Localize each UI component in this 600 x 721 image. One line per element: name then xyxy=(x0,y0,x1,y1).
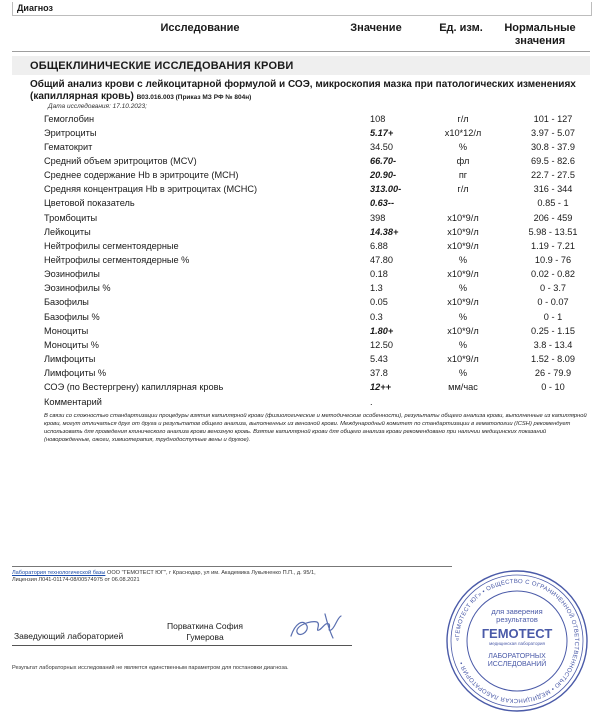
row-test-name: Среднее содержание Hb в эритроците (MCH) xyxy=(44,170,239,181)
row-test-name: Базофилы xyxy=(44,297,89,308)
row-value: . xyxy=(370,396,373,407)
row-unit: мм/час xyxy=(448,382,478,393)
table-row xyxy=(0,128,600,141)
row-test-name: Тромбоциты xyxy=(44,212,98,223)
row-norm: 206 - 459 xyxy=(533,212,573,223)
row-norm: 3.97 - 5.07 xyxy=(531,127,575,138)
table-row xyxy=(0,227,600,240)
row-norm: 0 - 1 xyxy=(543,311,563,322)
row-norm: 0 - 3.7 xyxy=(539,283,567,294)
row-test-name: Лимфоциты xyxy=(44,354,96,365)
row-value: 47.80 xyxy=(370,255,393,265)
table-row xyxy=(0,312,600,325)
row-value: 14.38+ xyxy=(370,226,399,237)
row-test-name: Средний объем эритроцитов (MCV) xyxy=(44,155,197,166)
row-test-name: Гемоглобин xyxy=(44,113,95,124)
row-test-name: Средняя концентрация Hb в эритроцитах (MCHC) xyxy=(44,184,258,195)
row-norm: 5.98 - 13.51 xyxy=(528,226,578,237)
test-date: Дата исследования: 17.10.2023; xyxy=(48,103,147,110)
row-unit: х10*9/л xyxy=(447,325,479,336)
row-unit: % xyxy=(458,255,468,265)
lab-info xyxy=(12,570,442,584)
row-norm: 0 - 0.07 xyxy=(537,297,569,308)
row-norm: 101 - 127 xyxy=(533,113,573,124)
row-test-name: Моноциты % xyxy=(44,339,99,350)
table-row xyxy=(0,170,600,183)
row-value: 1.3 xyxy=(370,283,383,294)
head-name: Порваткина София Гумерова xyxy=(167,621,243,642)
row-unit: % xyxy=(458,339,468,350)
row-value: 37.8 xyxy=(370,368,388,379)
row-value: 5.43 xyxy=(370,354,388,365)
diagnosis-label: Диагноз xyxy=(17,3,53,13)
row-norm: 0 - 10 xyxy=(541,382,565,393)
row-test-name: Моноциты xyxy=(44,325,89,336)
table-row xyxy=(0,213,600,226)
row-value: 12++ xyxy=(370,382,391,393)
section-title: ОБЩЕКЛИНИЧЕСКИЕ ИССЛЕДОВАНИЯ КРОВИ xyxy=(30,60,294,72)
row-norm: 0.25 - 1.15 xyxy=(531,325,575,336)
row-norm: 10.9 - 76 xyxy=(534,255,572,265)
table-row xyxy=(0,142,600,155)
table-row xyxy=(0,354,600,367)
row-unit: % xyxy=(458,311,468,322)
stamp-line4: ИССЛЕДОВАНИЙ xyxy=(487,661,547,668)
lab-stamp xyxy=(442,566,592,704)
row-norm: 3.8 - 13.4 xyxy=(533,339,573,350)
row-unit: фл xyxy=(456,155,470,166)
table-row xyxy=(0,340,600,353)
column-header-value: Значение xyxy=(350,22,402,34)
stamp-line2: результатов xyxy=(496,615,538,624)
table-row xyxy=(0,382,600,395)
table-row xyxy=(0,241,600,254)
row-test-name: Эозинофилы xyxy=(44,269,100,280)
row-value: 6.88 xyxy=(370,240,388,251)
row-value: 1.80+ xyxy=(370,325,394,336)
table-row xyxy=(0,255,600,268)
table-row xyxy=(0,283,600,296)
row-unit: % xyxy=(458,368,468,379)
row-value: 108 xyxy=(370,113,386,124)
signature-icon xyxy=(285,608,349,644)
row-unit: х10*9/л xyxy=(447,269,479,280)
table-row xyxy=(0,198,600,211)
row-unit: х10*9/л xyxy=(447,354,479,365)
row-value: 34.50 xyxy=(370,141,393,152)
column-header-test: Исследование xyxy=(160,22,240,34)
row-test-name: Эозинофилы % xyxy=(44,283,111,294)
test-name-text: Общий анализ крови с лейкоцитарной формулой и СОЭ, микроскопия мазка при патологических изменениях (капиллярная кровь) xyxy=(30,79,576,102)
row-norm: 22.7 - 27.5 xyxy=(531,170,575,181)
lab-link[interactable]: Лаборатория технологической базы xyxy=(12,570,106,576)
row-test-name: Базофилы % xyxy=(44,311,100,322)
row-test-name: Лейкоциты xyxy=(44,226,91,237)
row-unit: % xyxy=(458,283,468,294)
table-row xyxy=(0,269,600,282)
row-unit: х10*9/л xyxy=(447,240,479,251)
table-row xyxy=(0,368,600,381)
row-value: 398 xyxy=(370,212,386,223)
row-test-name: Цветовой показатель xyxy=(44,198,135,209)
stamp-line3: ЛАБОРАТОРНЫХ xyxy=(488,653,546,660)
row-value: 0.3 xyxy=(370,311,383,322)
row-norm: 26 - 79.9 xyxy=(534,368,572,379)
row-norm: 1.52 - 8.09 xyxy=(531,354,575,365)
row-unit: г/л xyxy=(457,184,469,195)
table-row xyxy=(0,184,600,197)
row-norm: 1.19 - 7.21 xyxy=(531,240,575,251)
column-header-norm-line1: Нормальные xyxy=(504,22,576,34)
row-norm: 0.85 - 1 xyxy=(537,198,569,209)
row-test-name: СОЭ (по Вестергрену) капиллярная кровь xyxy=(44,382,224,393)
row-value: 5.17+ xyxy=(370,127,394,138)
stamp-seal-icon xyxy=(442,566,592,716)
row-unit: % xyxy=(458,141,468,152)
stamp-brand: ГЕМОТЕСТ xyxy=(481,626,553,641)
row-value: 66.70- xyxy=(370,155,397,166)
column-header-unit: Ед. изм. xyxy=(439,22,483,34)
signature-line xyxy=(12,645,352,646)
row-test-name: Гематокрит xyxy=(44,141,93,152)
row-test-name: Нейтрофилы сегментоядерные xyxy=(44,240,179,251)
row-norm: 0.02 - 0.82 xyxy=(531,269,575,280)
column-header-norm-line2: значения xyxy=(514,35,566,47)
row-value: 0.05 xyxy=(370,297,388,308)
row-unit: пг xyxy=(458,170,468,181)
section-header xyxy=(12,56,590,75)
row-unit: х10*9/л xyxy=(447,226,479,237)
lab-address: ООО "ГЕМОТЕСТ ЮГ", г Краснодар, ул им. Академика Лукьяненко П.П., д. 95/1, xyxy=(105,570,316,576)
row-value: 0.18 xyxy=(370,269,388,280)
lab-license: Лицензия Л041-01174-08/00574975 от 06.08.2021 xyxy=(12,577,140,583)
table-row xyxy=(0,156,600,169)
row-norm: 316 - 344 xyxy=(533,184,573,195)
stamp-ring-text: «ГЕМОТЕСТ ЮГ» • ОБЩЕСТВО С ОГРАНИЧЕННОЙ ОТВЕТСТВЕННОСТЬЮ • МЕДИЦИНСКАЯ ЛАБОРАТОРИЯ • xyxy=(454,578,580,704)
table-row xyxy=(0,114,600,127)
row-value: 20.90- xyxy=(370,170,397,181)
test-name xyxy=(30,79,590,104)
footer-divider xyxy=(12,566,452,567)
head-title: Заведующий лабораторией xyxy=(14,631,124,641)
row-unit: х10*9/л xyxy=(447,297,479,308)
row-test-name: Нейтрофилы сегментоядерные % xyxy=(44,255,190,265)
row-norm: 69.5 - 82.6 xyxy=(531,155,575,166)
row-test-name: Лимфоциты % xyxy=(44,368,107,379)
row-test-name: Эритроциты xyxy=(44,127,97,138)
row-value: 313.00- xyxy=(370,184,402,195)
row-norm: 30.8 - 37.9 xyxy=(531,141,575,152)
table-row xyxy=(0,397,600,410)
diagnosis-box xyxy=(12,2,592,16)
row-unit: г/л xyxy=(457,113,469,124)
table-row xyxy=(0,297,600,310)
bottom-note: Результат лабораторных исследований не является единственным параметром для постановки диагноза. xyxy=(12,665,289,671)
footnote: В связи со сложностью стандартизации процедуры взятия капиллярной крови (физиологические и методические особенности), результаты общего анализа крови, выполненные из капиллярной крови, могут отличаться друг от друга и результатов общего анализа, выполненных из венозной крови. Международный комитет по стандартизации в гематологии (ICSH) рекомендует использовать для проведения клинического анализа крови венозную кровь. Взятие капиллярной крови для общего анализа крови рекомендовано при наличии медицинских показаний (новорожденные, ожоги, химиотерапия, труднодоступные вены и другое). xyxy=(44,413,587,443)
table-row xyxy=(0,326,600,339)
stamp-line1: для заверения xyxy=(491,607,543,616)
row-unit: х10*9/л xyxy=(447,212,479,223)
row-value: 0.63-- xyxy=(370,198,395,209)
row-test-name: Комментарий xyxy=(44,396,102,407)
stamp-sub: медицинская лаборатория xyxy=(489,641,545,646)
row-value: 12.50 xyxy=(370,339,393,350)
column-header-norm xyxy=(495,22,585,48)
test-code: В03.016.003 (Приказ МЗ РФ № 804н) xyxy=(136,94,252,101)
row-unit: х10*12/л xyxy=(444,127,482,138)
header-divider xyxy=(12,51,590,52)
